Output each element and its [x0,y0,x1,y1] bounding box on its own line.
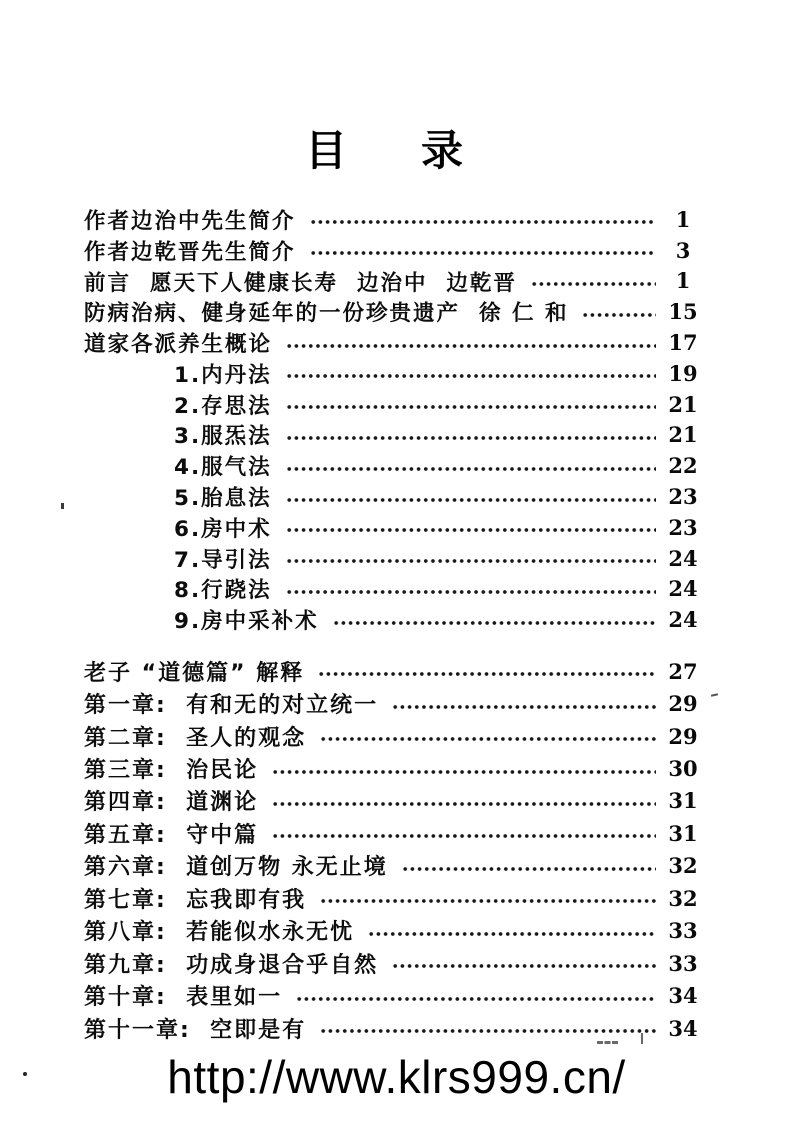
toc-entry-label: 2.存思法 [174,393,272,419]
dot-leader [286,465,656,473]
toc-entry-page: 23 [668,514,698,540]
toc-entry-label: 第七章: 忘我即有我 [84,887,307,913]
dot-leader [296,995,656,1003]
toc-entry-page: 3 [675,237,691,263]
toc-entry [84,327,704,358]
toc-entry-label: 6.房中术 [174,516,272,542]
dot-leader [531,280,656,288]
dot-leader [272,768,656,776]
page-title [0,128,768,174]
page-title-char-lu: 录 [421,126,464,175]
toc-entry-label: 1.内丹法 [174,362,272,388]
toc-entry-page: 33 [668,950,698,976]
dot-leader [392,962,656,970]
toc-entry-page: 34 [668,983,698,1009]
page-title-char-mu: 目 [304,126,347,175]
toc-entry [84,720,704,752]
toc-entry [84,574,704,605]
toc-entry-page: 17 [668,330,698,356]
toc-entry-page: 24 [668,576,698,602]
toc-entry [84,1012,704,1044]
toc-entry-label: 作者边乾晋先生简介 [84,239,296,265]
toc-entry-label: 5.胎息法 [174,486,272,512]
dot-leader [286,372,656,380]
toc-entry-label: 8.行跷法 [174,578,272,604]
toc-section-front-matter [84,204,704,635]
toc-entry [84,235,704,266]
toc-entry-page: 22 [668,453,698,479]
scan-speck [641,1033,643,1044]
toc-entry-label: 防病治病、健身延年的一份珍贵遗产 徐 仁 和 [84,301,569,327]
dot-leader [286,434,656,442]
toc-entry [84,420,704,451]
toc-entry [84,512,704,543]
toc-section-daode-chapters [84,655,704,1044]
toc-entry-label: 作者边治中先生简介 [84,208,296,234]
toc-entry-page: 24 [668,545,698,571]
toc-entry [84,850,704,882]
toc-entry-label: 第六章: 道创万物 永无止境 [84,855,388,881]
toc-entry [84,979,704,1011]
toc-entry-page: 21 [668,391,698,417]
dot-leader [272,800,656,808]
dot-leader [320,735,656,743]
toc-entry-label: 第八章: 若能似水永无忧 [84,920,355,946]
dot-leader [318,670,656,678]
dot-leader [310,249,656,257]
dot-leader [368,930,656,938]
toc-entry-label: 第一章: 有和无的对立统一 [84,693,379,719]
dot-leader [392,703,656,711]
toc-entry-page: 21 [668,422,698,448]
toc-entry [84,604,704,635]
toc-entry [84,358,704,389]
toc-entry-label: 第十一章: 空即是有 [84,1017,307,1043]
toc-entry [84,296,704,327]
dot-leader [320,897,656,905]
dot-leader [286,496,656,504]
dot-leader [582,311,656,319]
toc-entry-page: 31 [668,820,698,846]
toc-entry-label: 第三章: 治民论 [84,758,259,784]
toc-entry-page: 1 [675,268,691,294]
toc-entry-page: 23 [668,484,698,510]
toc-entry-page: 33 [668,918,698,944]
toc-entry-label: 第十章: 表里如一 [84,985,283,1011]
toc-entry-page: 1 [675,206,691,232]
toc-entry-label: 第九章: 功成身退合乎自然 [84,952,379,978]
toc-entry-page: 31 [668,788,698,814]
toc-entry [84,687,704,719]
toc-entry [84,543,704,574]
toc-entry-page: 34 [668,1015,698,1041]
toc-entry [84,204,704,235]
scan-speck [597,1041,618,1044]
toc-entry [84,915,704,947]
dot-leader [286,403,656,411]
toc-entry [84,947,704,979]
scan-speck [61,503,64,509]
scan-speck [23,1072,27,1076]
toc-entry-page: 15 [668,299,698,325]
toc-entry-label: 前言 愿天下人健康长寿 边治中 边乾晋 [84,270,517,296]
toc-entry-page: 29 [668,723,698,749]
toc-entry-label: 第四章: 道渊论 [84,790,259,816]
dot-leader [320,1027,656,1035]
toc-entry [84,752,704,784]
toc-entry-page: 29 [668,691,698,717]
watermark-url: http://www.klrs999.cn/ [167,1051,626,1103]
toc-entry-label: 9.房中采补术 [174,609,319,635]
dot-leader [272,832,656,840]
toc-entry-label: 7.导引法 [174,547,272,573]
toc-entry-label: 3.服炁法 [174,424,272,450]
toc-entry [84,481,704,512]
dot-leader [286,557,656,565]
dot-leader [286,588,656,596]
dot-leader [402,865,656,873]
toc-entry-page: 32 [668,885,698,911]
dot-leader [310,218,656,226]
dot-leader [286,526,656,534]
scan-speck [711,693,718,696]
toc-entry [84,266,704,297]
toc-entry-label: 老子 “道德篇” 解释 [84,660,305,686]
toc-entry-page: 32 [668,853,698,879]
toc-entry [84,389,704,420]
toc-entry-page: 30 [668,756,698,782]
toc-entry-label: 第五章: 守中篇 [84,822,259,848]
dot-leader [333,619,656,627]
toc-entry-label: 道家各派养生概论 [84,332,273,358]
toc-entry [84,450,704,481]
toc-entry-label: 4.服气法 [174,455,272,481]
toc-entry-label: 第二章: 圣人的观念 [84,725,307,751]
toc-entry-page: 24 [668,607,698,633]
toc-entry-page: 27 [668,658,698,684]
toc-entry [84,785,704,817]
toc-entry [84,817,704,849]
toc-entry-page: 19 [668,360,698,386]
dot-leader [286,342,656,350]
toc-entry [84,882,704,914]
toc-entry [84,655,704,687]
